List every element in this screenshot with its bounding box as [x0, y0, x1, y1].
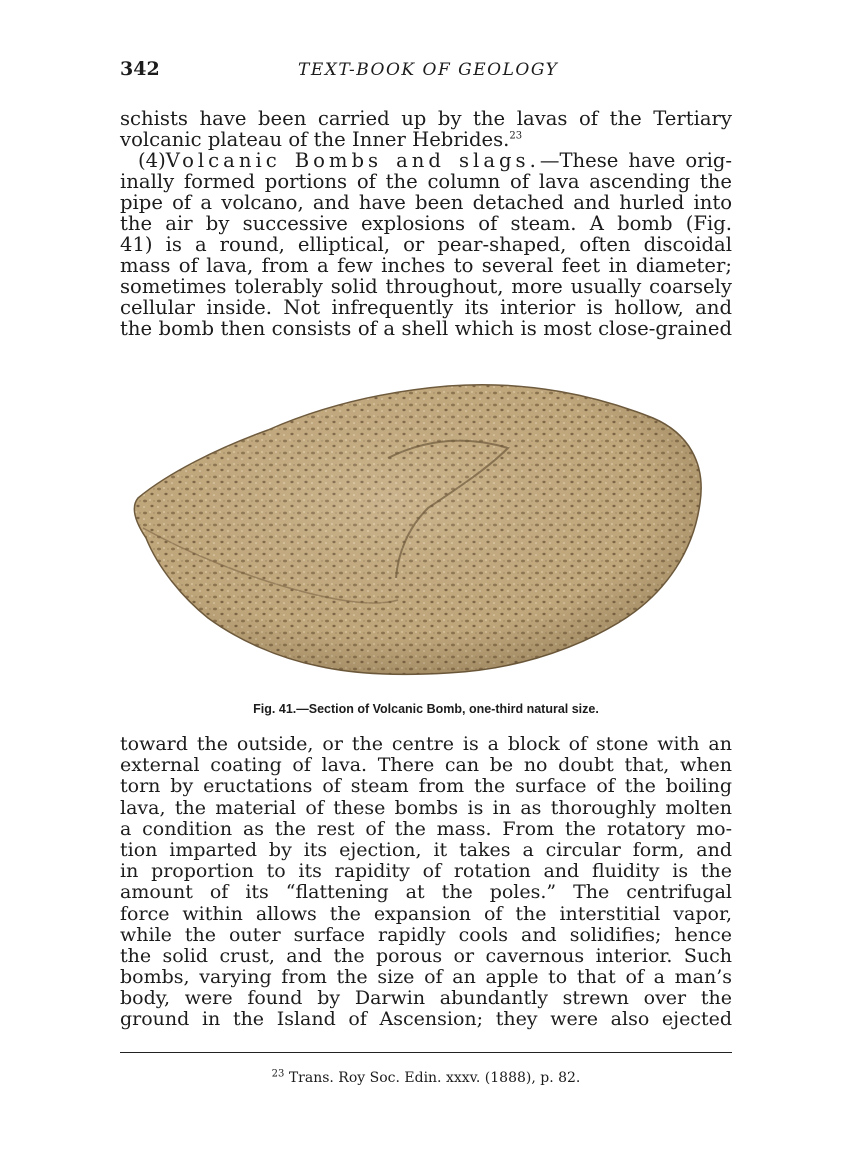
footnote-text: Trans. Roy Soc. Edin. xxxv. (1888), p. 82.: [288, 1070, 581, 1086]
text-line: toward the outside, or the centre is a block of stone with an: [120, 733, 732, 755]
text-line: the air by successive explosions of steam. A bomb (Fig.: [120, 212, 732, 235]
section-number: (4): [138, 149, 166, 172]
footnote-divider: [120, 1052, 732, 1053]
running-title: TEXT-BOOK OF GEOLOGY: [298, 60, 559, 80]
text-line: 41) is a round, elliptical, or pear-shaped, often discoidal: [120, 233, 732, 256]
text-line: pipe of a volcano, and have been detached and hurled into: [120, 191, 732, 214]
text-line: cellular inside. Not infrequently its interior is hollow, and: [120, 296, 732, 319]
text-line: the bomb then consists of a shell which is most close-grained: [120, 317, 732, 340]
figure-caption: Fig. 41.—Section of Volcanic Bomb, one-third natural size.: [253, 702, 599, 716]
text-line: while the outer surface rapidly cools and solidifies; hence: [120, 923, 732, 946]
volcanic-bomb-illustration: [128, 378, 708, 678]
running-head: [120, 58, 735, 86]
text-line: lava, the material of these bombs is in as thoroughly molten: [120, 796, 732, 819]
text-line: force within allows the expansion of the interstitial vapor,: [120, 902, 732, 925]
text-line: schists have been carried up by the lavas of the Tertiary: [120, 107, 732, 130]
footnote-reference: 23: [509, 130, 523, 142]
text-line: torn by eructations of steam from the surface of the boiling: [120, 775, 732, 798]
text-line: amount of its “flattening at the poles.” The centrifugal: [120, 881, 732, 904]
text-line: sometimes tolerably solid throughout, more usually coarsely: [120, 275, 732, 298]
text-line: [120, 150, 732, 171]
text-line: bombs, varying from the size of an apple to that of a man’s: [120, 966, 732, 989]
text-line: body, were found by Darwin abundantly strewn over the: [120, 987, 732, 1010]
text-line: a condition as the rest of the mass. From the rotatory mo-: [120, 817, 732, 840]
text-line: external coating of lava. There can be no doubt that, when: [120, 754, 732, 777]
text-line: tion imparted by its ejection, it takes a circular form, and: [120, 838, 732, 861]
paragraph-top: [120, 108, 732, 339]
text-line-content: —These have orig-: [539, 149, 732, 172]
paragraph-bottom: [120, 734, 732, 1031]
text-line: mass of lava, from a few inches to several feet in diameter;: [120, 254, 732, 277]
text-line-content: volcanic plateau of the Inner Hebrides.: [120, 128, 510, 151]
page-number: 342: [120, 58, 160, 80]
text-line: the solid crust, and the porous or cavernous interior. Such: [120, 944, 732, 967]
text-line: ground in the Island of Ascension; they were also ejected: [120, 1008, 732, 1031]
footnote: [120, 1070, 732, 1086]
section-heading: Volcanic Bombs and slags.: [165, 149, 540, 172]
text-line: [120, 129, 732, 150]
text-line: inally formed portions of the column of lava ascending the: [120, 170, 732, 193]
text-line: in proportion to its rapidity of rotation and fluidity is the: [120, 860, 732, 883]
footnote-marker: 23: [271, 1068, 285, 1080]
